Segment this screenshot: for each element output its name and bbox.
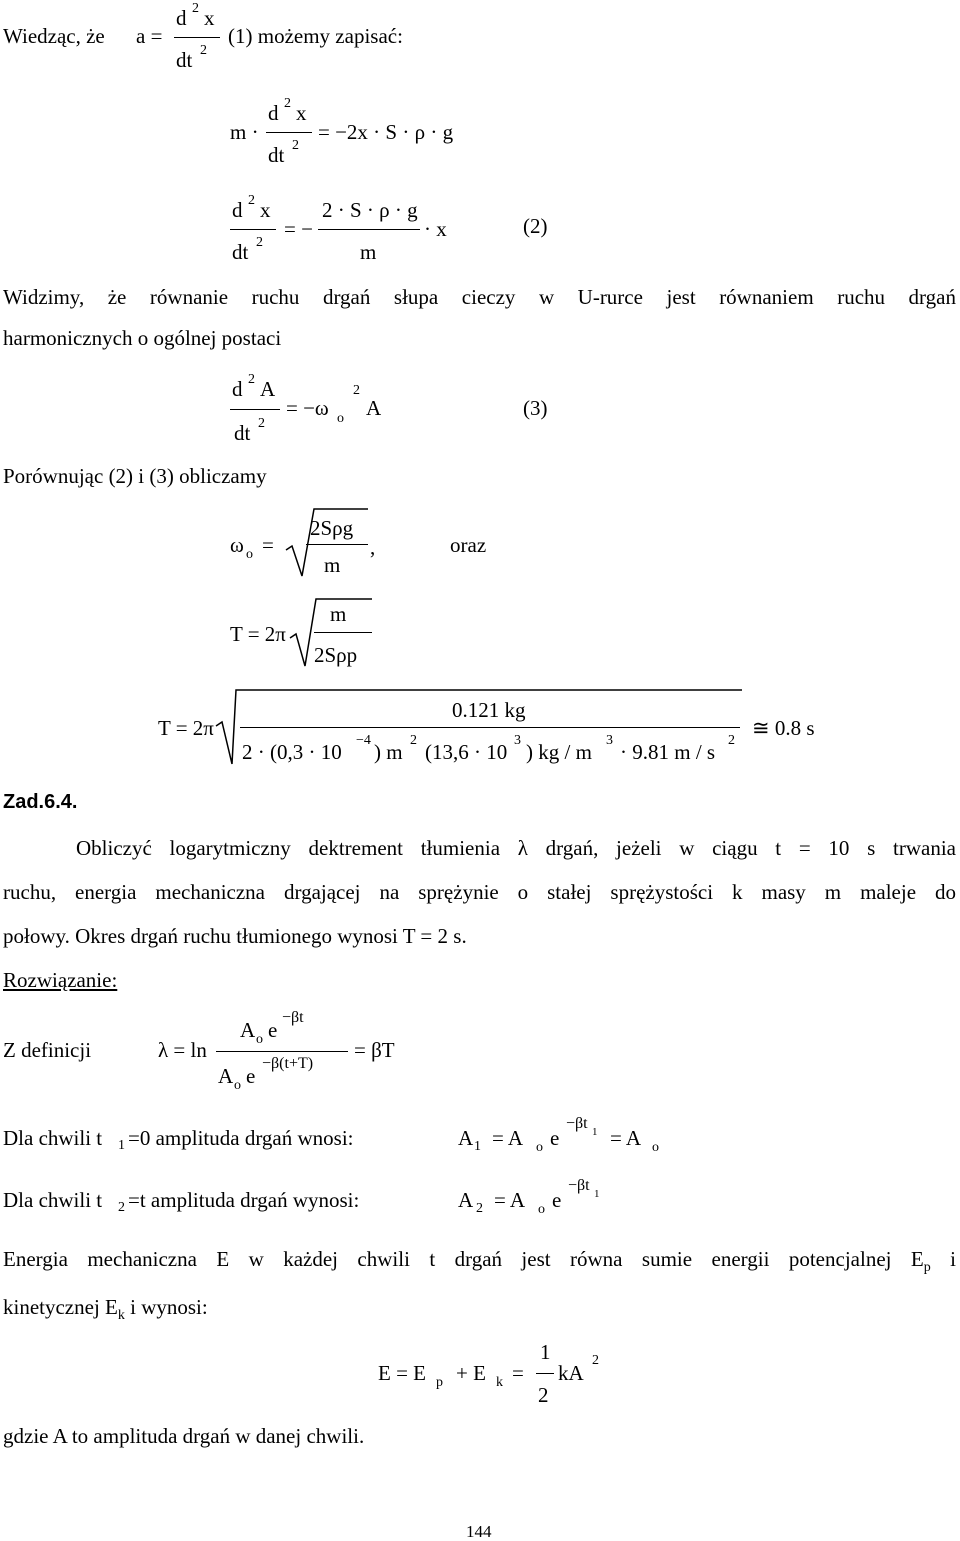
eq3-sub-o: o bbox=[337, 411, 344, 426]
closing-text: gdzie A to amplituda drgań w danej chwili. bbox=[3, 1424, 365, 1448]
energy-eq-d: kA bbox=[558, 1361, 584, 1385]
eq1-m: m · bbox=[230, 120, 259, 144]
definition-den-e: e bbox=[246, 1064, 256, 1088]
moment-2-eq-exp: −βt bbox=[568, 1177, 590, 1194]
eq3-num-exp: 2 bbox=[248, 372, 255, 387]
eq1-num-x: x bbox=[296, 101, 307, 125]
definition-lhs: λ = ln bbox=[158, 1038, 207, 1062]
energy-line-2-sub: k bbox=[117, 1308, 125, 1323]
energy-line-1: Energia mechaniczna E w każdej chwili t drgań jest równa sumie energii potencjalnej $E_p$ i bbox=[3, 1247, 956, 1275]
period-numeric-exp-2: 2 bbox=[410, 733, 417, 748]
intro-den: dt bbox=[176, 48, 193, 72]
period-numeric-exp-5: 2 bbox=[728, 733, 735, 748]
intro-suffix: (1) możemy zapisać: bbox=[228, 24, 403, 48]
period-numeric-exp-1: −4 bbox=[356, 733, 371, 748]
period-fraction-bar bbox=[314, 632, 372, 633]
eq3-A: A bbox=[366, 396, 382, 420]
eq2-den-exp: 2 bbox=[256, 235, 263, 250]
period-den: 2Sρp bbox=[314, 643, 358, 667]
omega-num: 2Sρg bbox=[310, 516, 354, 540]
moment-2-sub: 2 bbox=[118, 1200, 125, 1215]
period-numeric-exp-3: 3 bbox=[514, 733, 521, 748]
energy-eq-fraction-bar bbox=[536, 1373, 554, 1374]
definition-den-exp: −β(t+T) bbox=[262, 1055, 314, 1072]
definition-fraction-bar bbox=[216, 1051, 348, 1052]
eq1-num-exp: 2 bbox=[284, 96, 291, 111]
task-heading: Zad.6.4. bbox=[3, 791, 78, 813]
eq2-tail: · x bbox=[424, 217, 447, 241]
paragraph-line-2: harmonicznych o ogólnej postaci bbox=[3, 326, 282, 350]
definition-label: Z definicji bbox=[3, 1038, 92, 1062]
task-line-2: ruchu, energia mechaniczna drgającej na sprężynie o stałej sprężystości k masy m maleje do bbox=[3, 880, 956, 904]
eq3-rhs: = −ω bbox=[286, 396, 329, 420]
period-numeric-den-d: ) kg / m bbox=[526, 740, 592, 764]
period-numeric-lhs: T = 2π bbox=[158, 716, 214, 740]
period-numeric-num: 0.121 kg bbox=[452, 698, 526, 722]
moment-1-eq-e: e bbox=[550, 1126, 560, 1150]
eq1-num-d: d bbox=[268, 101, 279, 125]
energy-eq-den: 2 bbox=[538, 1383, 549, 1407]
period-numeric-fraction-bar bbox=[240, 727, 740, 728]
omega-eq: = bbox=[262, 533, 274, 557]
moment-2-eq-sub: 2 bbox=[476, 1201, 483, 1216]
eq1-den-exp: 2 bbox=[292, 138, 299, 153]
moment-2-rest: =t amplituda drgań wynosi: bbox=[128, 1188, 360, 1212]
energy-eq-c: = bbox=[512, 1361, 524, 1385]
energy-eq-b: + E bbox=[456, 1361, 486, 1385]
moment-1-eq-end-o: o bbox=[652, 1140, 659, 1155]
eq2-den: dt bbox=[232, 240, 249, 264]
eq2-eq: = − bbox=[284, 217, 313, 241]
eq2-fraction-bar bbox=[230, 229, 276, 230]
definition-num-e: e bbox=[268, 1018, 278, 1042]
moment-1-eq-exp: −βt bbox=[566, 1115, 588, 1132]
moment-1-text: Dla chwili t bbox=[3, 1126, 103, 1150]
moment-1-eq-sub: 1 bbox=[474, 1139, 481, 1154]
eq3-num-A: A bbox=[260, 377, 276, 401]
definition-den-A: A bbox=[218, 1064, 234, 1088]
intro-num-x: x bbox=[204, 6, 215, 30]
moment-1-rest: =0 amplituda drgań wnosi: bbox=[128, 1126, 354, 1150]
period-numeric-den-b: ) m bbox=[374, 740, 403, 764]
intro-fraction-bar bbox=[174, 37, 220, 38]
period-num: m bbox=[330, 602, 347, 626]
omega-comma: , bbox=[370, 535, 376, 559]
eq2-num-exp: 2 bbox=[248, 193, 255, 208]
energy-eq-a: E = E bbox=[378, 1361, 426, 1385]
solution-label: Rozwiązanie: bbox=[3, 968, 118, 992]
moment-2-eq-e: e bbox=[552, 1188, 562, 1212]
moment-1-sub: 1 bbox=[118, 1138, 125, 1153]
moment-1-eq-A: A bbox=[458, 1126, 474, 1150]
omega-sub-o: o bbox=[246, 547, 253, 562]
eq1-fraction-bar bbox=[266, 132, 312, 133]
moment-2-eq-mid: = A bbox=[494, 1188, 526, 1212]
omega-lhs: ω bbox=[230, 533, 244, 557]
energy-eq-sub-k: k bbox=[496, 1375, 503, 1390]
moment-1-eq-o: o bbox=[536, 1140, 543, 1155]
eq3-label: (3) bbox=[523, 396, 548, 420]
period-numeric-exp-4: 3 bbox=[606, 733, 613, 748]
compare-text: Porównując (2) i (3) obliczamy bbox=[3, 464, 267, 488]
moment-1-eq-end: = A bbox=[610, 1126, 642, 1150]
eq2-label: (2) bbox=[523, 214, 548, 238]
moment-2-eq-A: A bbox=[458, 1188, 474, 1212]
moment-1-eq-mid: = A bbox=[492, 1126, 524, 1150]
period-numeric-den-e: · 9.81 m / s bbox=[620, 740, 716, 764]
period-numeric-result: ≅ 0.8 s bbox=[752, 716, 815, 740]
intro-a-eq: a = bbox=[136, 24, 163, 48]
eq2-right-num: 2 · S · ρ · g bbox=[322, 198, 418, 222]
eq3-num-d: d bbox=[232, 377, 243, 401]
eq3-den: dt bbox=[234, 421, 251, 445]
intro-num-exp: 2 bbox=[192, 1, 199, 16]
definition-num-o: o bbox=[256, 1032, 263, 1047]
moment-2-text: Dla chwili t bbox=[3, 1188, 103, 1212]
period-numeric-den-a: 2 · (0,3 · 10 bbox=[242, 740, 342, 764]
energy-eq-sup: 2 bbox=[592, 1353, 599, 1368]
paragraph-line-1: Widzimy, że równanie ruchu drgań słupa cieczy w U-rurce jest równaniem ruchu drgań bbox=[3, 285, 956, 309]
task-line-1: Obliczyć logarytmiczny dektrement tłumienia λ drgań, jeżeli w ciągu t = 10 s trwania bbox=[76, 836, 956, 860]
omega-den: m bbox=[324, 553, 341, 577]
eq1-den: dt bbox=[268, 143, 285, 167]
energy-eq-num: 1 bbox=[540, 1340, 551, 1364]
eq2-right-den: m bbox=[360, 240, 377, 264]
definition-den-o: o bbox=[234, 1078, 241, 1093]
task-line-3: połowy. Okres drgań ruchu tłumionego wynosi T = 2 s. bbox=[3, 924, 467, 948]
intro-den-exp: 2 bbox=[200, 43, 207, 58]
intro-prefix: Wiedząc, że bbox=[3, 24, 105, 48]
eq2-right-fraction-bar bbox=[318, 229, 420, 230]
eq3-fraction-bar bbox=[230, 409, 280, 410]
energy-line-2: kinetycznej $E_k$ i wynosi: bbox=[3, 1295, 208, 1323]
moment-1-eq-exp-sub: 1 bbox=[592, 1126, 598, 1138]
definition-num-exp: −βt bbox=[282, 1009, 304, 1026]
period-numeric-den-c: (13,6 · 10 bbox=[425, 740, 508, 764]
eq3-sup-2: 2 bbox=[353, 383, 360, 398]
eq3-den-exp: 2 bbox=[258, 416, 265, 431]
page-number: 144 bbox=[466, 1522, 492, 1541]
eq2-num-d: d bbox=[232, 198, 243, 222]
moment-2-eq-o: o bbox=[538, 1202, 545, 1217]
definition-num-A: A bbox=[240, 1018, 256, 1042]
eq1-rhs: = −2x · S · ρ · g bbox=[318, 120, 454, 144]
omega-fraction-bar bbox=[306, 544, 368, 545]
energy-eq-sub-p: p bbox=[436, 1375, 443, 1390]
intro-num-d: d bbox=[176, 6, 187, 30]
moment-2-eq-exp-sub: 1 bbox=[594, 1188, 600, 1200]
definition-rhs: = βT bbox=[354, 1038, 395, 1062]
omega-oraz: oraz bbox=[450, 533, 487, 557]
period-lhs: T = 2π bbox=[230, 622, 286, 646]
energy-line-1-sub: p bbox=[923, 1260, 931, 1275]
eq2-num-x: x bbox=[260, 198, 271, 222]
